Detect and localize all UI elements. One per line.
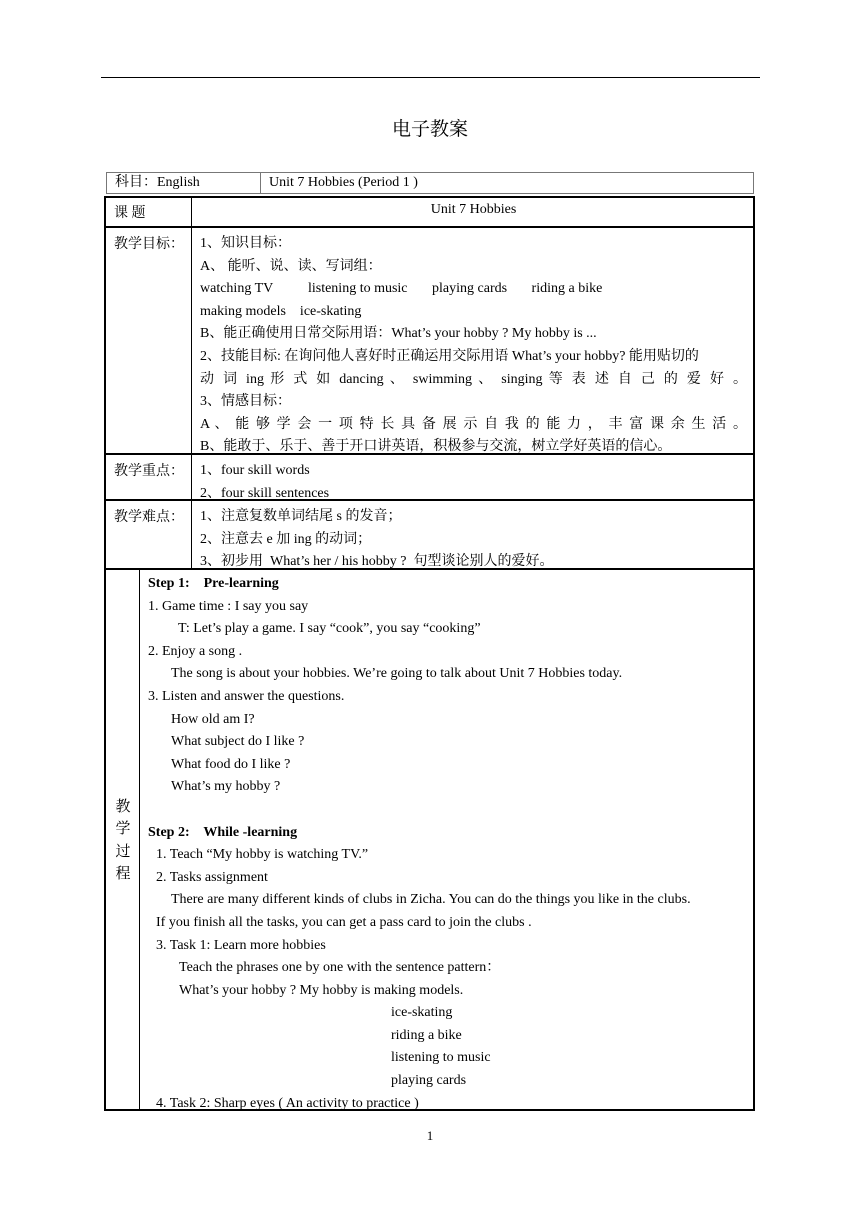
lesson-plan-table (104, 196, 755, 1111)
process-line: There are many different kinds of clubs in Zicha. You can do the things you like in the clubs. (171, 892, 691, 908)
difficulties-label: 教学难点： (106, 501, 192, 568)
process-label (106, 570, 140, 1109)
goals-line: 2、技能目标: 在询问他人喜好时正确运用交际用语 What’s your hobby? 能用贴切的 (200, 348, 699, 364)
key-point-line: 2、four skill sentences (200, 485, 330, 501)
process-line: riding a bike (391, 1027, 462, 1043)
goals-line: B、能敢于、乐于、善于开口讲英语，积极参与交流，树立学好英语的信心。 (200, 439, 672, 455)
goals-row (106, 228, 753, 455)
goals-line: 1、知识目标： (200, 236, 291, 251)
process-line: Teach the phrases one by one with the sentence pattern： (179, 960, 501, 976)
document-title: 电子教案 (391, 119, 468, 140)
process-line: 1. Teach “My hobby is watching TV.” (156, 847, 369, 863)
goals-line: watching TV listening to music playing cards riding a bike (200, 281, 603, 297)
goals-line: 3、情感目标： (200, 394, 291, 410)
process-label-char: 学 (115, 821, 131, 837)
key-points-label: 教学重点： (106, 455, 192, 499)
difficulties-content (192, 501, 753, 568)
difficulty-line: 2、注意去 e 加 ing 的动词； (200, 531, 372, 547)
process-line: 2. Enjoy a song . (148, 643, 243, 659)
difficulty-line: 1、注意复数单词结尾 s 的发音； (200, 509, 402, 524)
process-line: What’s your hobby ? My hobby is making models. (179, 982, 464, 998)
process-line: What’s my hobby ? (171, 779, 281, 795)
page-number: 1 (426, 1128, 434, 1143)
subject-cell: 科目：English (107, 173, 261, 193)
process-line: listening to music (391, 1050, 491, 1066)
process-content (140, 570, 753, 1109)
goals-line: A、 能听、说、读、写词组： (200, 258, 382, 274)
topic-label: 课 题 (106, 198, 192, 226)
topic-row (106, 198, 753, 228)
course-info-header (106, 172, 754, 194)
process-line: 1. Game time : I say you say (148, 598, 309, 614)
header-rule (101, 77, 760, 78)
step-heading: Step 1: Pre-learning (148, 576, 279, 591)
goals-label: 教学目标： (106, 228, 192, 453)
goals-line: making models ice-skating (200, 303, 362, 319)
process-line: What subject do I like ? (171, 734, 305, 750)
unit-cell: Unit 7 Hobbies (Period 1 ) (269, 175, 418, 190)
process-line: If you finish all the tasks, you can get a pass card to join the clubs . (156, 914, 532, 930)
process-label-char: 教 (115, 799, 131, 815)
process-line: T: Let’s play a game. I say “cook”, you say “cooking” (178, 621, 481, 637)
process-line: ice-skating (391, 1005, 453, 1021)
process-label-char: 过 (115, 844, 131, 860)
process-row (106, 570, 753, 1109)
process-line: The song is about your hobbies. We’re going to talk about Unit 7 Hobbies today. (171, 666, 623, 682)
process-line: 3. Task 1: Learn more hobbies (156, 937, 326, 953)
topic-value: Unit 7 Hobbies (430, 202, 517, 217)
goals-line: B、能正确使用日常交际用语：What’s your hobby ? My hobby is ... (200, 326, 597, 342)
blank-line (148, 799, 753, 822)
process-label-char: 程 (115, 866, 131, 882)
key-points-row (106, 455, 753, 501)
key-point-line: 1、four skill words (200, 463, 310, 478)
process-line: 3. Listen and answer the questions. (148, 688, 345, 704)
difficulties-row (106, 501, 753, 570)
goals-content (192, 228, 753, 453)
process-line: What food do I like ? (171, 756, 291, 772)
step-heading: Step 2: While -learning (148, 824, 298, 840)
key-points-content (192, 455, 753, 499)
process-line: How old am I? (171, 711, 255, 727)
process-line: 4. Task 2: Sharp eyes ( An activity to practice ) (156, 1095, 419, 1111)
difficulty-line: 3、初步用 What’s her / his hobby ? 句型谈论别人的爱好。 (200, 554, 554, 570)
goals-line: 动 词 ing 形 式 如 dancing 、 swimming 、 singing 等 表 述 自 己 的 爱 好 。 (200, 371, 747, 387)
process-line: playing cards (391, 1073, 467, 1089)
process-line: 2. Tasks assignment (156, 869, 268, 885)
goals-line: A 、 能 够 学 会 一 项 特 长 具 备 展 示 自 我 的 能 力 ， 丰 富 课 余 生 活 。 (200, 416, 747, 432)
